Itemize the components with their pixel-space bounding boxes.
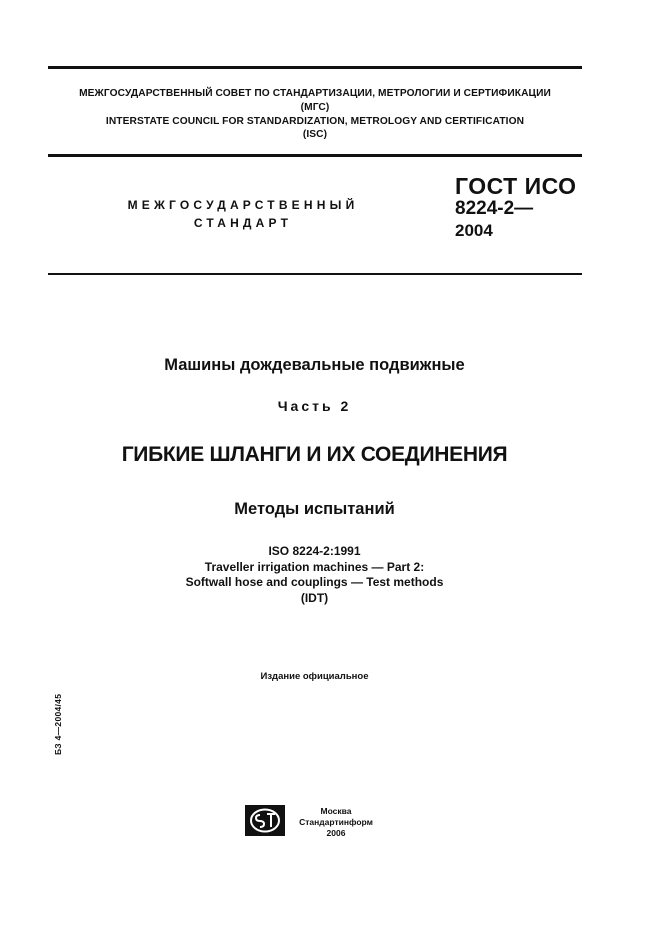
header-rule [48, 154, 582, 157]
designation-line1: ГОСТ ИСО [455, 173, 577, 199]
iso-title-line1: Traveller irrigation machines — Part 2: [204, 559, 425, 574]
publisher-city: Москва [320, 806, 352, 816]
side-code: БЗ 4—2004/45 [53, 693, 63, 755]
top-rule [48, 66, 582, 69]
publisher-year: 2006 [326, 828, 346, 838]
iso-reference [0, 544, 629, 606]
part-number: Часть 2 [277, 398, 352, 414]
document-title: Машины дождевальные подвижные [164, 356, 465, 374]
document-subtitle: ГИБКИЕ ШЛАНГИ И ИХ СОЕДИНЕНИЯ [121, 443, 508, 466]
designation-line2: 8224-2— [455, 198, 534, 219]
methods-heading: Методы испытаний [234, 500, 395, 518]
council-header [48, 87, 582, 142]
iso-equivalence: (IDT) [300, 590, 329, 605]
council-ru-abbr: (МГС) [300, 101, 330, 113]
council-en-abbr: (ISC) [302, 129, 328, 141]
standard-kind-line2: СТАНДАРТ [193, 216, 293, 230]
iso-title-line2: Softwall hose and couplings — Test methods [185, 575, 444, 589]
standard-designation [455, 174, 577, 242]
designation-rule [48, 273, 582, 275]
council-ru-name: МЕЖГОСУДАРСТВЕННЫЙ СОВЕТ ПО СТАНДАРТИЗАЦИИ, МЕТРОЛОГИИ И СЕРТИФИКАЦИИ [79, 88, 551, 99]
standard-kind-line1: МЕЖГОСУДАРСТВЕННЫЙ [127, 198, 359, 212]
standard-kind [100, 196, 386, 232]
publisher-block [290, 806, 382, 839]
council-en-name: INTERSTATE COUNCIL FOR STANDARDIZATION, METROLOGY AND CERTIFICATION [105, 115, 525, 127]
standartinform-logo-icon [245, 805, 285, 836]
iso-number: ISO 8224-2:1991 [268, 544, 361, 558]
edition-note: Издание официальное [260, 671, 369, 682]
publisher-name: Стандартинформ [299, 817, 373, 827]
designation-line3: 2004 [455, 221, 493, 240]
